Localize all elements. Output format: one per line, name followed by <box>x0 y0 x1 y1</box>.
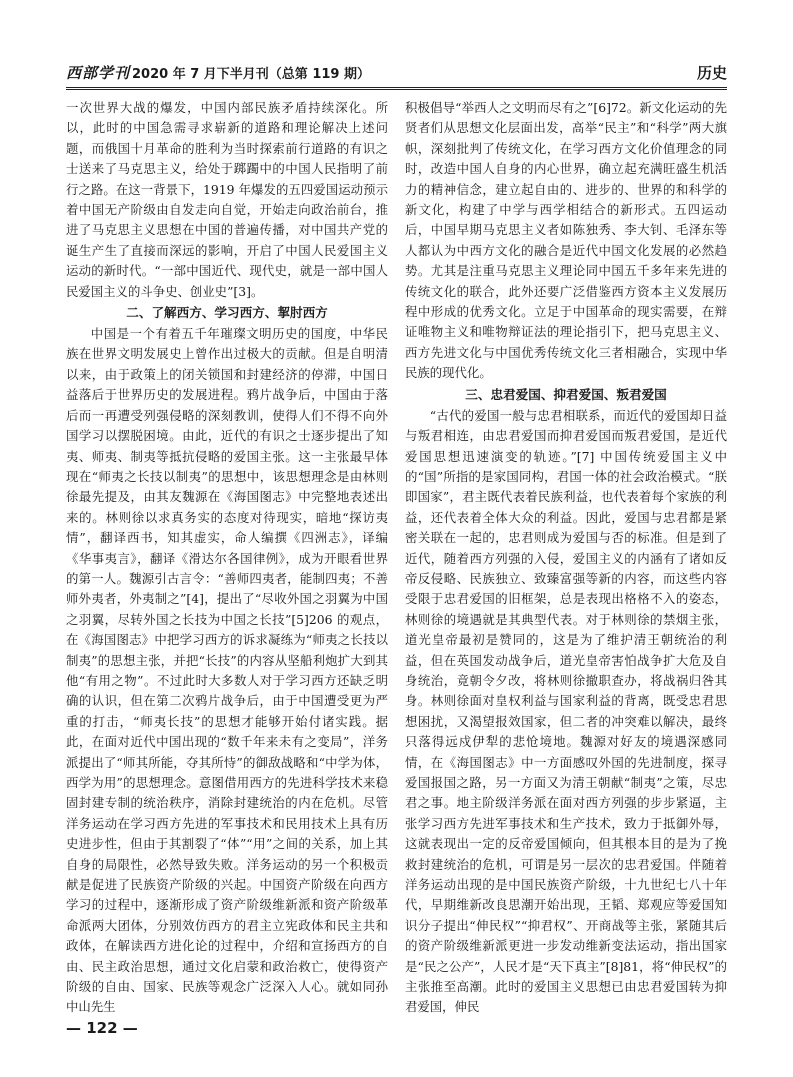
journal-logo: 西部学刊 <box>66 64 131 82</box>
left-column <box>66 98 388 1018</box>
paragraph: 积极倡导“举西人之文明而尽有之”[6]72。新文化运动的先贤者们从思想文化层面出发，高举“民主”和“科学”两大旗帜，深刻批判了传统文化，在学习西方文化价值理念的同时，改造中国人自身的内心世界，确立起充满旺盛生机活力的精神信念，建立起自由的、进步的、世界的和科学的新文化，构建了中学与西学相结合的新形式。五四运动后，中国早期马克思主义者如陈独秀、李大钊、毛泽东等人都认为中西方文化的融合是近代中国文化发展的必然趋势。尤其是注重马克思主义理论同中国五千多年来先进的传统文化的联合，此外还要广泛借鉴西方资本主义发展历程中形成的优秀文化。立足于中国革命的现实需要，在辩证唯物主义和唯物辩证法的理论指引下，把马克思主义、西方先进文化与中国优秀传统文化三者相融合，实现中华民族的现代化。 <box>405 100 727 381</box>
page-number: — 122 — <box>66 1019 138 1037</box>
paragraph: 中国是一个有着五千年璀璨文明历史的国度，中华民族在世界文明发展史上曾作出过极大的贡献。但是自明清以来，由于政策上的闭关锁国和封建经济的停滞，中国日益落后于世界历史的发展进程。鸦片战争后，中国由于落后而一再遭受列强侵略的深刻教训，使得人们不得不向外国学习以摆脱困境。由此，近代的有识之士逐步提出了知夷、师夷、制夷等抵抗侵略的爱国主张。这一主张最早体现在“师夷之长技以制夷”的思想中，该思想理念是由林则徐最先提及，由其友魏源在《海国图志》中完整地表述出来的。林则徐以求真务实的态度对待现实，暗地“探访夷情”，翻译西书，知其虚实，命人编撰《四洲志》，译编《华事夷言》，翻译《滑达尔各国律例》，成为开眼看世界的第一人。魏源引古言令：“善师四夷者，能制四夷；不善师外夷者，外夷制之”[4]，提出了“尽收外国之羽翼为中国之羽翼，尽转外国之长技为中国之长技”[5]206 的观点，在《海国图志》中把学习西方的诉求凝练为“师夷之长技以制夷”的思想主张，并把“长技”的内容从坚船利炮扩大到其他“有用之物”。不过此时大多数人对于学习西方还缺乏明确的认识，但在第二次鸦片战争后，由于中国遭受更为严重的打击，“师夷长技”的思想才能够开始付诸实践。据此，在面对近代中国出现的“数千年来未有之变局”，洋务派提出了“师其所能，夺其所恃”的御敌战略和“中学为体，西学为用”的思想理念。意图借用西方的先进科学技术来稳固封建专制的统治秩序，消除封建统治的内在危机。尽管洋务运动在学习西方先进的军事技术和民用技术上具有历史进步性，但由于其割裂了“体”“用”之间的关系，加上其自身的局限性，必然导致失败。洋务运动的另一个积极贡献是促进了民族资产阶级的兴起。中国资产阶级在向西方学习的过程中，逐渐形成了资产阶级维新派和资产阶级革命派两大团体，分别效仿西方的君主立宪政体和民主共和政体，在解读西方进化论的过程中，介绍和宣扬西方的自由、民主政治思想，通过文化启蒙和政治救亡，使得资产阶级的自由、国家、民族等观念广泛深入人心。就如同孙中山先生 <box>66 326 388 1015</box>
right-column <box>405 98 727 1018</box>
header-rule <box>66 87 727 90</box>
issue-info: 2020 年 7 月下半月刊（总第 119 期） <box>132 67 370 82</box>
paragraph: 一次世界大战的爆发，中国内部民族矛盾持续深化。所以，此时的中国急需寻求崭新的道路和理论解决上述问题，而俄国十月革命的胜利为当时探索前行道路的有识之士送来了马克思主义，给处于踯躅中的中国人民指明了前行之路。在这一背景下，1919 年爆发的五四爱国运动预示着中国无产阶级由自发走向自觉，开始走向政治前台，推进了马克思主义思想在中国的普遍传播，对中国共产党的诞生产生了直接而深远的影响，开启了中国人民爱国主义运动的新时代。“一部中国近代、现代史，就是一部中国人民爱国主义的斗争史、创业史”[3]。 <box>66 100 388 299</box>
paragraph: “古代的爱国一般与忠君相联系，而近代的爱国却日益与叛君相连，由忠君爱国而抑君爱国而叛君爱国，是近代爱国思想迅速演变的轨迹。”[7] 中国传统爱国主义中的“国”所指的是家国同构，君国一体的社会政治模式。“朕即国家”，君主既代表着民族利益，也代表着每个家族的利益，还代表着全体大众的利益。因此，爱国与忠君都是紧密关联在一起的，忠君则成为爱国与否的标准。但是到了近代，随着西方列强的入侵，爱国主义的内涵有了诸如反帝反侵略、民族独立、致臻富强等新的内容，而这些内容受限于忠君爱国的旧框架，总是表现出格格不入的姿态，林则徐的境遇就是其典型代表。对于林则徐的禁烟主张，道光皇帝最初是赞同的，这是为了维护清王朝统治的利益，但在英国发动战争后，道光皇帝害怕战争扩大危及自身统治，竟朝令夕改，将林则徐撤职查办，将战祸归咎其身。林则徐面对皇权利益与国家利益的背离，既受忠君思想困扰，又渴望报效国家，但二者的冲突难以解决，最终只落得远戍伊犁的悲怆境地。魏源对好友的境遇深感同情，在《海国图志》中一方面感叹外国的先进制度，探寻爱国报国之路，另一方面又为清王朝献“制夷”之策，尽忠君之事。地主阶级洋务派在面对西方列强的步步紧逼，主张学习西方先进军事技术和生产技术，致力于抵御外辱，这就表现出一定的反帝爱国倾向，但其根本目的是为了挽救封建统治的危机，可谓是另一层次的忠君爱国。伴随着洋务运动出现的是中国民族资产阶级，十九世纪七八十年代，早期维新改良思潮开始出现，王韬、郑观应等爱国知识分子提出“伸民权”“抑君权”、开商战等主张，紧随其后的资产阶级维新派更进一步发动维新变法运动，指出国家是“民之公产”，人民才是“天下真主”[8]81，将“伸民权”的主张推至高潮。此时的爱国主义思想已由忠君爱国转为抑君爱国，伸民 <box>405 407 727 1015</box>
section-heading: 二、了解西方、学习西方、挈肘西方 <box>126 305 328 321</box>
section-heading: 三、忠君爱国、抑君爱国、叛君爱国 <box>465 386 667 402</box>
running-header <box>66 60 727 88</box>
section-title: 历史 <box>696 64 727 82</box>
